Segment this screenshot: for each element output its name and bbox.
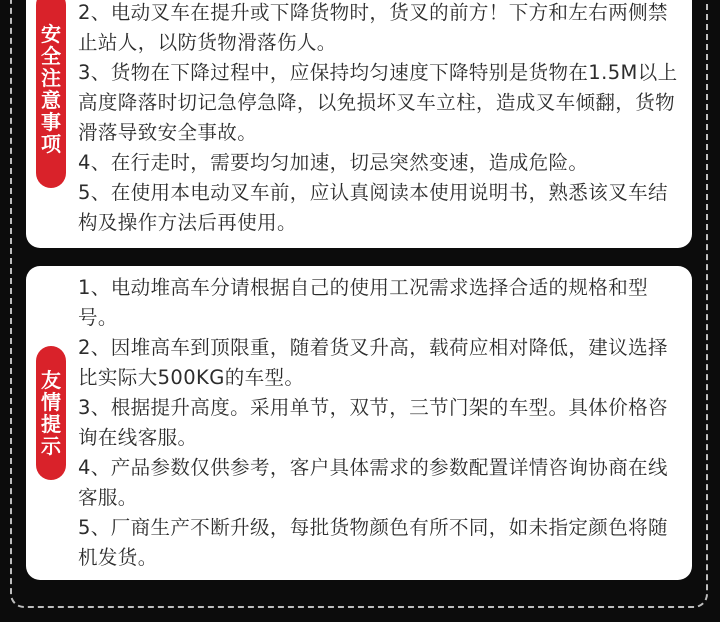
friendly-tips-text — [78, 273, 678, 573]
safety-notice-text — [78, 0, 678, 238]
tips-item: 1、电动堆高车分请根据自己的使用工况需求选择合适的规格和型号。 — [78, 276, 649, 329]
tips-item: 4、产品参数仅供参考，客户具体需求的参数配置详情咨询协商在线客服。 — [78, 456, 668, 509]
safety-item: 3、货物在下降过程中，应保持均匀速度下降特别是货物在1.5M以上高度降落时切记急停急降，以免损坏叉车立柱，造成叉车倾翻，货物滑落导致安全事故。 — [78, 61, 678, 144]
safety-notice-tag-label: 安全注意事项 — [41, 22, 61, 156]
safety-item: 2、电动叉车在提升或下降货物时，货叉的前方！下方和左右两侧禁止站人，以防货物滑落伤人。 — [78, 1, 668, 54]
tips-item: 5、厂商生产不断升级，每批货物颜色有所不同，如未指定颜色将随机发货。 — [78, 516, 668, 569]
friendly-tips-tag-label: 友情提示 — [41, 368, 61, 458]
safety-notice-tag — [36, 0, 66, 188]
tips-item: 2、因堆高车到顶限重，随着货叉升高，载荷应相对降低，建议选择比实际大500KG的车型。 — [78, 336, 668, 389]
safety-item: 5、在使用本电动叉车前，应认真阅读本使用说明书，熟悉该叉车结构及操作方法后再使用。 — [78, 181, 668, 234]
tips-item: 3、根据提升高度。采用单节，双节，三节门架的车型。具体价格咨询在线客服。 — [78, 396, 668, 449]
safety-item: 4、在行走时，需要均匀加速，切忌突然变速，造成危险。 — [78, 151, 589, 174]
friendly-tips-tag — [36, 346, 66, 480]
